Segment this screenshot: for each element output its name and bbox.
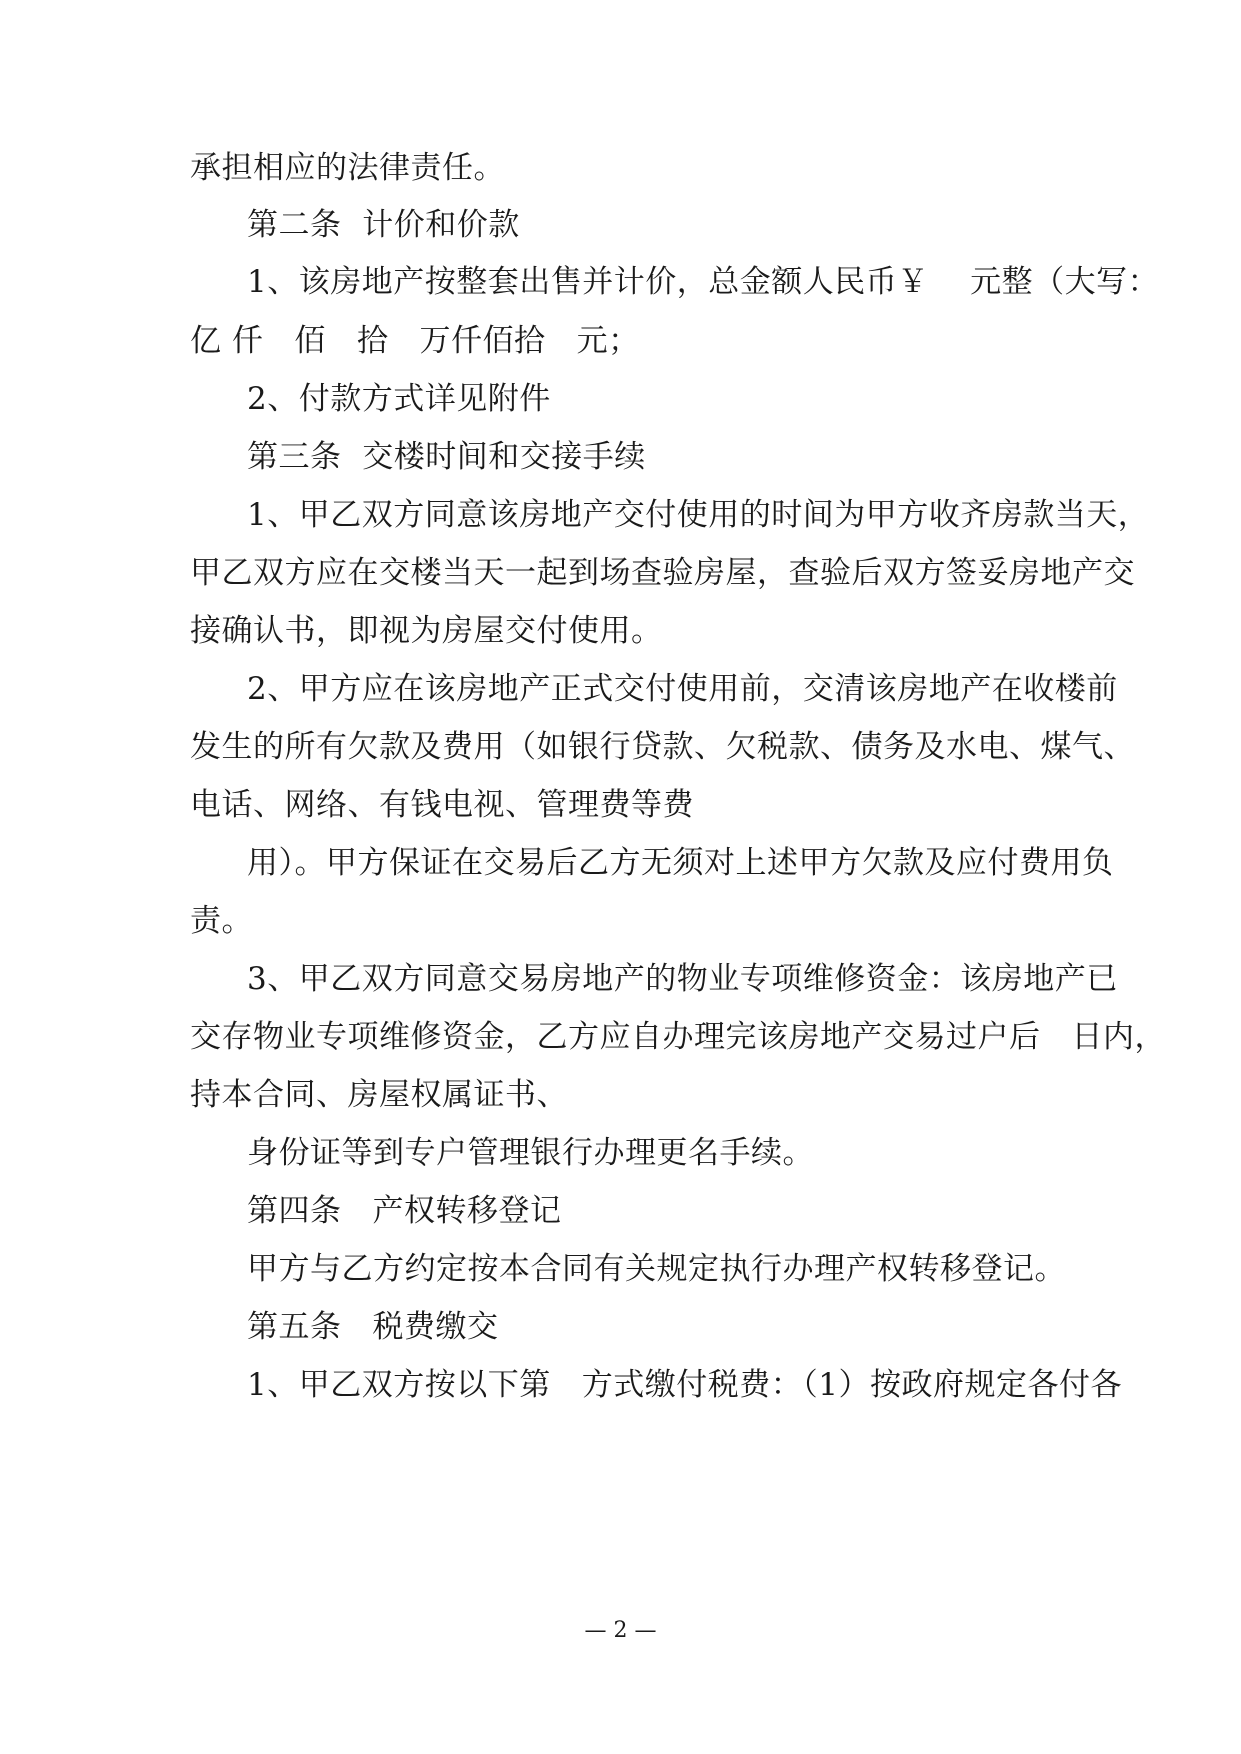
- text-line: 1、甲乙双方按以下第 方式缴付税费：（1）按政府规定各付各: [247, 1367, 1123, 1403]
- text-line: 责。: [190, 903, 253, 939]
- text-line: 3、甲乙双方同意交易房地产的物业专项维修资金：该房地产已: [247, 961, 1118, 997]
- text-line: 1、该房地产按整套出售并计价，总金额人民币￥ 元整（大写：: [247, 264, 1160, 300]
- text-line: 2、甲方应在该房地产正式交付使用前，交清该房地产在收楼前: [247, 671, 1118, 707]
- text-line: 交存物业专项维修资金，乙方应自办理完该房地产交易过户后 日内，: [190, 1019, 1167, 1055]
- article-heading: 第二条 计价和价款: [247, 207, 520, 243]
- article-heading: 第五条 税费缴交: [247, 1309, 499, 1345]
- text-line: 电话、网络、有钱电视、管理费等费: [190, 787, 694, 823]
- text-line: 甲乙双方应在交楼当天一起到场查验房屋，查验后双方签妥房地产交: [190, 555, 1135, 591]
- text-line: 用）。甲方保证在交易后乙方无须对上述甲方欠款及应付费用负: [247, 845, 1114, 881]
- text-line: 接确认书，即视为房屋交付使用。: [190, 613, 663, 649]
- text-line: 1、甲乙双方同意该房地产交付使用的时间为甲方收齐房款当天，: [247, 497, 1150, 533]
- page-number: — 2 —: [584, 1618, 657, 1643]
- text-line: 发生的所有欠款及费用（如银行贷款、欠税款、债务及水电、煤气、: [190, 729, 1135, 765]
- article-heading: 第四条 产权转移登记: [247, 1193, 562, 1229]
- text-line: 亿 仟 佰 拾 万仟佰拾 元；: [190, 323, 640, 359]
- article-heading: 第三条 交楼时间和交接手续: [247, 439, 646, 475]
- text-line: 2、付款方式详见附件: [247, 381, 551, 417]
- text-line: 承担相应的法律责任。: [190, 150, 505, 186]
- text-line: 甲方与乙方约定按本合同有关规定执行办理产权转移登记。: [247, 1251, 1066, 1287]
- text-line: 持本合同、房屋权属证书、: [190, 1077, 568, 1113]
- text-line: 身份证等到专户管理银行办理更名手续。: [247, 1135, 814, 1171]
